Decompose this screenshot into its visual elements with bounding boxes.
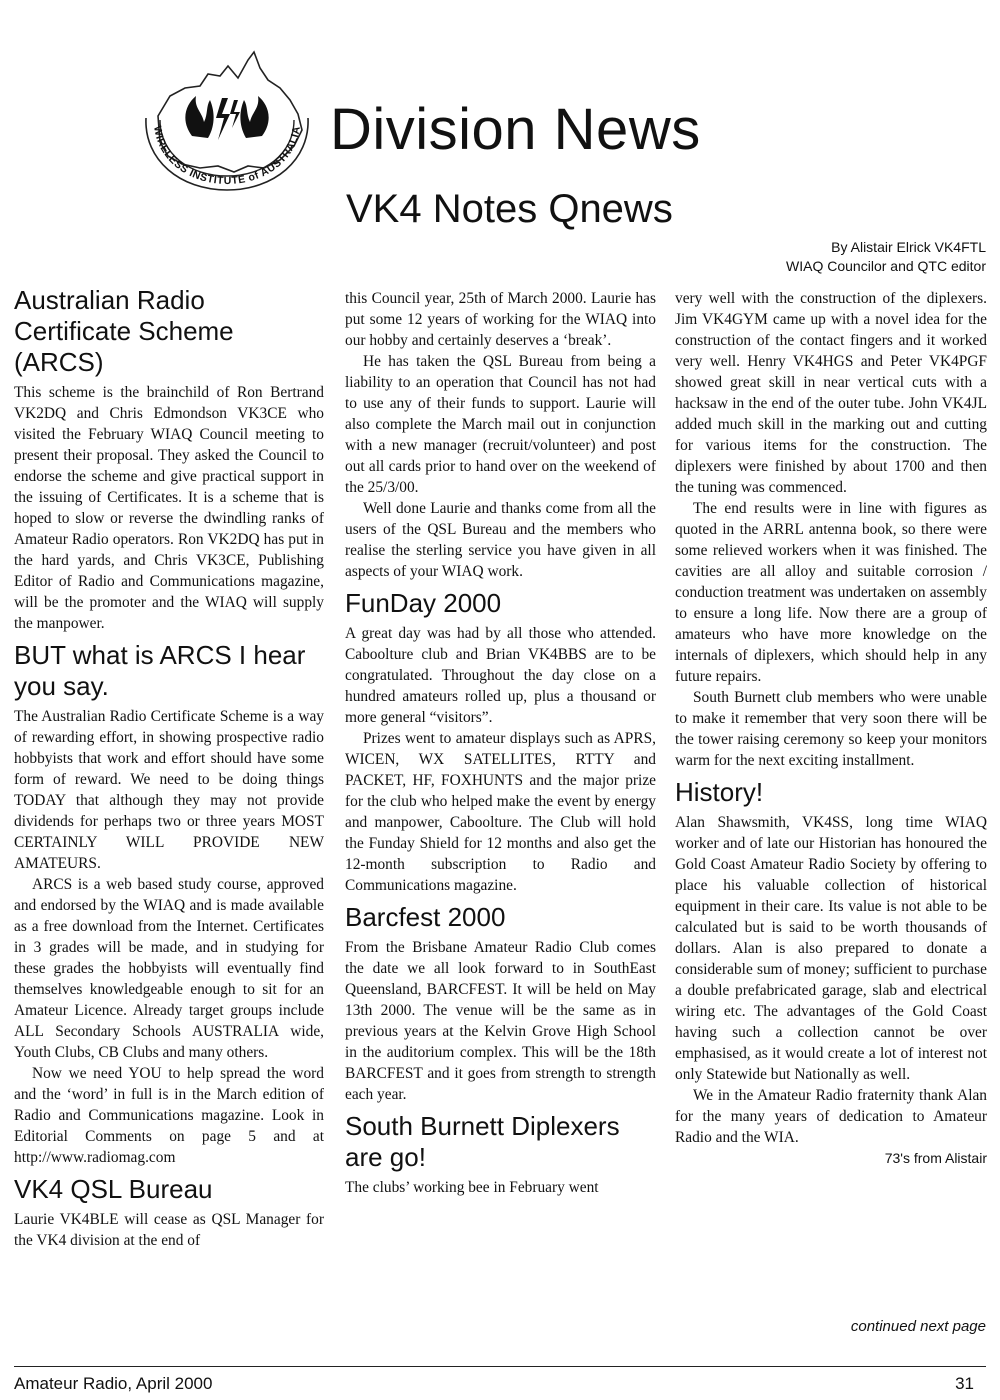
heading-south-burnett: South Burnett Diplexers are go! <box>345 1111 620 1172</box>
heading-qsl-bureau: VK4 QSL Bureau <box>14 1174 213 1204</box>
paragraph: The clubs’ working bee in February went <box>345 1179 599 1196</box>
paragraph: He has taken the QSL Bureau from being a liability to an operation that Council has not had to use any of their funds to support. Laurie will also complete the March mail out in conjunction with a new manager (recruit/volunteer) and post out all cards prior to hand over on the weekend of the 25/3/00. <box>345 353 656 496</box>
page-title: Division News <box>330 97 701 162</box>
heading-funday: FunDay 2000 <box>345 588 502 618</box>
heading-barcfest: Barcfest 2000 <box>345 902 506 932</box>
page-number: 31 <box>955 1374 974 1393</box>
wia-logo <box>130 48 325 198</box>
column-2 <box>345 288 656 1198</box>
paragraph: From the Brisbane Amateur Radio Club comes the date we all look forward to in SouthEast Queensland, BARCFEST. It will be held on May 13th 2000. The venue will be the same as in previous years at the Kelvin Grove High School in the auditorium complex. This will be the 18th BARCFEST and it goes from strength to strength each year. <box>345 939 656 1103</box>
paragraph: South Burnett club members who were unable to make it remember that very soon there will be the tower raising ceremony so keep your monitors warm for the next exciting installment. <box>675 689 987 769</box>
page-subtitle: VK4 Notes Qnews <box>346 187 673 231</box>
column-3 <box>675 288 987 1169</box>
byline-role: WIAQ Councilor and QTC editor <box>786 258 986 274</box>
byline-author: By Alistair Elrick VK4FTL <box>831 239 986 255</box>
continued-note: continued next page <box>850 1318 986 1335</box>
paragraph: A great day was had by all those who attended. Caboolture club and Brian VK4BBS are to be congratulated. Throughout the day close on a hundred amateurs rolled up, plus a thousand or more general “visitors”. <box>345 625 656 726</box>
paragraph: The end results were in line with figures as quoted in the ARRL antenna book, so there were some relieved workers when it was finished. The cavities are all alloy and suitable corrosion / conduction treatment was undertaken on assembly to ensure a long life. Now there are a group of amateurs who have more knowledge on the internals of diplexers, which should help in any future repairs. <box>675 500 987 685</box>
byline <box>786 238 986 276</box>
heading-arcs: Australian Radio Certificate Scheme (ARCS) <box>14 285 234 377</box>
footer-publication: Amateur Radio, April 2000 <box>14 1374 213 1393</box>
paragraph: The Australian Radio Certificate Scheme is a way of rewarding effort, in showing prospective radio hobbyists that work and effort should have some form of reward. We need to be doing things TODAY that although they may not provide dividends for perhaps two or three years MOST CERTAINLY WILL PROVIDE NEW AMATEURS. <box>14 708 324 872</box>
heading-history: History! <box>675 777 764 807</box>
paragraph: We in the Amateur Radio fraternity thank Alan for the many years of dedication to Amateur Radio and the WIA. <box>675 1087 987 1146</box>
paragraph: Prizes went to amateur displays such as APRS, WICEN, WX SATELLITES, RTTY and PACKET, HF, FOXHUNTS and the major prize for the club who helped make the event by energy and manpower, Caboolture. The Club will hold the Funday Shield for 12 months and also get the 12-month subscription to Radio and Communications magazine. <box>345 730 656 894</box>
paragraph: ARCS is a web based study course, approved and endorsed by the WIAQ and is made available as a free download from the Internet. Certificates in 3 grades will be made, and in studying for these grades the hobbyists will eventually find themselves knowledgeable enough to sit for an Amateur Licence. Already target groups include ALL Secondary Schools AUSTRALIA wide, Youth Clubs, CB Clubs and many others. <box>14 876 324 1061</box>
heading-but-what: BUT what is ARCS I hear you say. <box>14 640 306 701</box>
paragraph: Now we need YOU to help spread the word and the ‘word’ in full is in the March edition of Radio and Communications magazine. Look in Editorial Comments on page 5 and at http://www.radiomag.com <box>14 1065 324 1166</box>
paragraph: Laurie VK4BLE will cease as QSL Manager for the VK4 division at the end of <box>14 1211 324 1249</box>
paragraph: Alan Shawsmith, VK4SS, long time WIAQ worker and of late our Historian has honoured the Gold Coast Amateur Radio Society by offering to place his valuable collection of historical equipment in their care. Its value is not able to be calculated but is said to be worth thousands of dollars. Alan is also prepared to donate a considerable sum of money; sufficient to purchase a double prefabricated garage, slab and electrical wiring etc. The advantages of the Gold Coast having such a collection cannot be over emphasised, as it would create a lot of interest not only Statewide but Nationally as well. <box>675 814 987 1083</box>
logo-text: WIRELESS INSTITUTE of AUSTRALIA <box>151 125 303 188</box>
svg-text:WIRELESS INSTITUTE of AUSTRALI <box>151 125 303 187</box>
paragraph: Well done Laurie and thanks come from all the users of the QSL Bureau and the members who realise the sterling service you have given in all aspects of your WIAQ work. <box>345 500 656 580</box>
paragraph: this Council year, 25th of March 2000. Laurie has put some 12 years of working for the WIAQ into our hobby and certainly deserves a ‘break’. <box>345 290 656 349</box>
column-1 <box>14 285 324 1251</box>
footer-divider <box>14 1366 986 1367</box>
paragraph: very well with the construction of the diplexers. Jim VK4GYM came up with a novel idea for the construction of the contact fingers and it worked very well. Henry VK4HGS and Peter VK4PGF showed great skill in near vertical cuts with a hacksaw in the end of the outer tube. John VK4JL added much skill in the marking out and cutting for various items for the construction. The diplexers were finished by about 1700 and then the tuning was commenced. <box>675 290 987 496</box>
paragraph: This scheme is the brainchild of Ron Bertrand VK2DQ and Chris Edmondson VK3CE who visited the February WIAQ Council meeting to present their proposal. They asked the Council to endorse the scheme and give practical support in the issuing of Certificates. It is a scheme that is hoped to slow or reverse the dwindling ranks of Amateur Radio operators. Ron VK2DQ has put in the hard yards, and Chris VK3CE, Publishing Editor of Radio and Communications magazine, will be the promoter and the WIAQ will supply the manpower. <box>14 384 324 632</box>
signature: 73's from Alistair <box>884 1150 987 1166</box>
